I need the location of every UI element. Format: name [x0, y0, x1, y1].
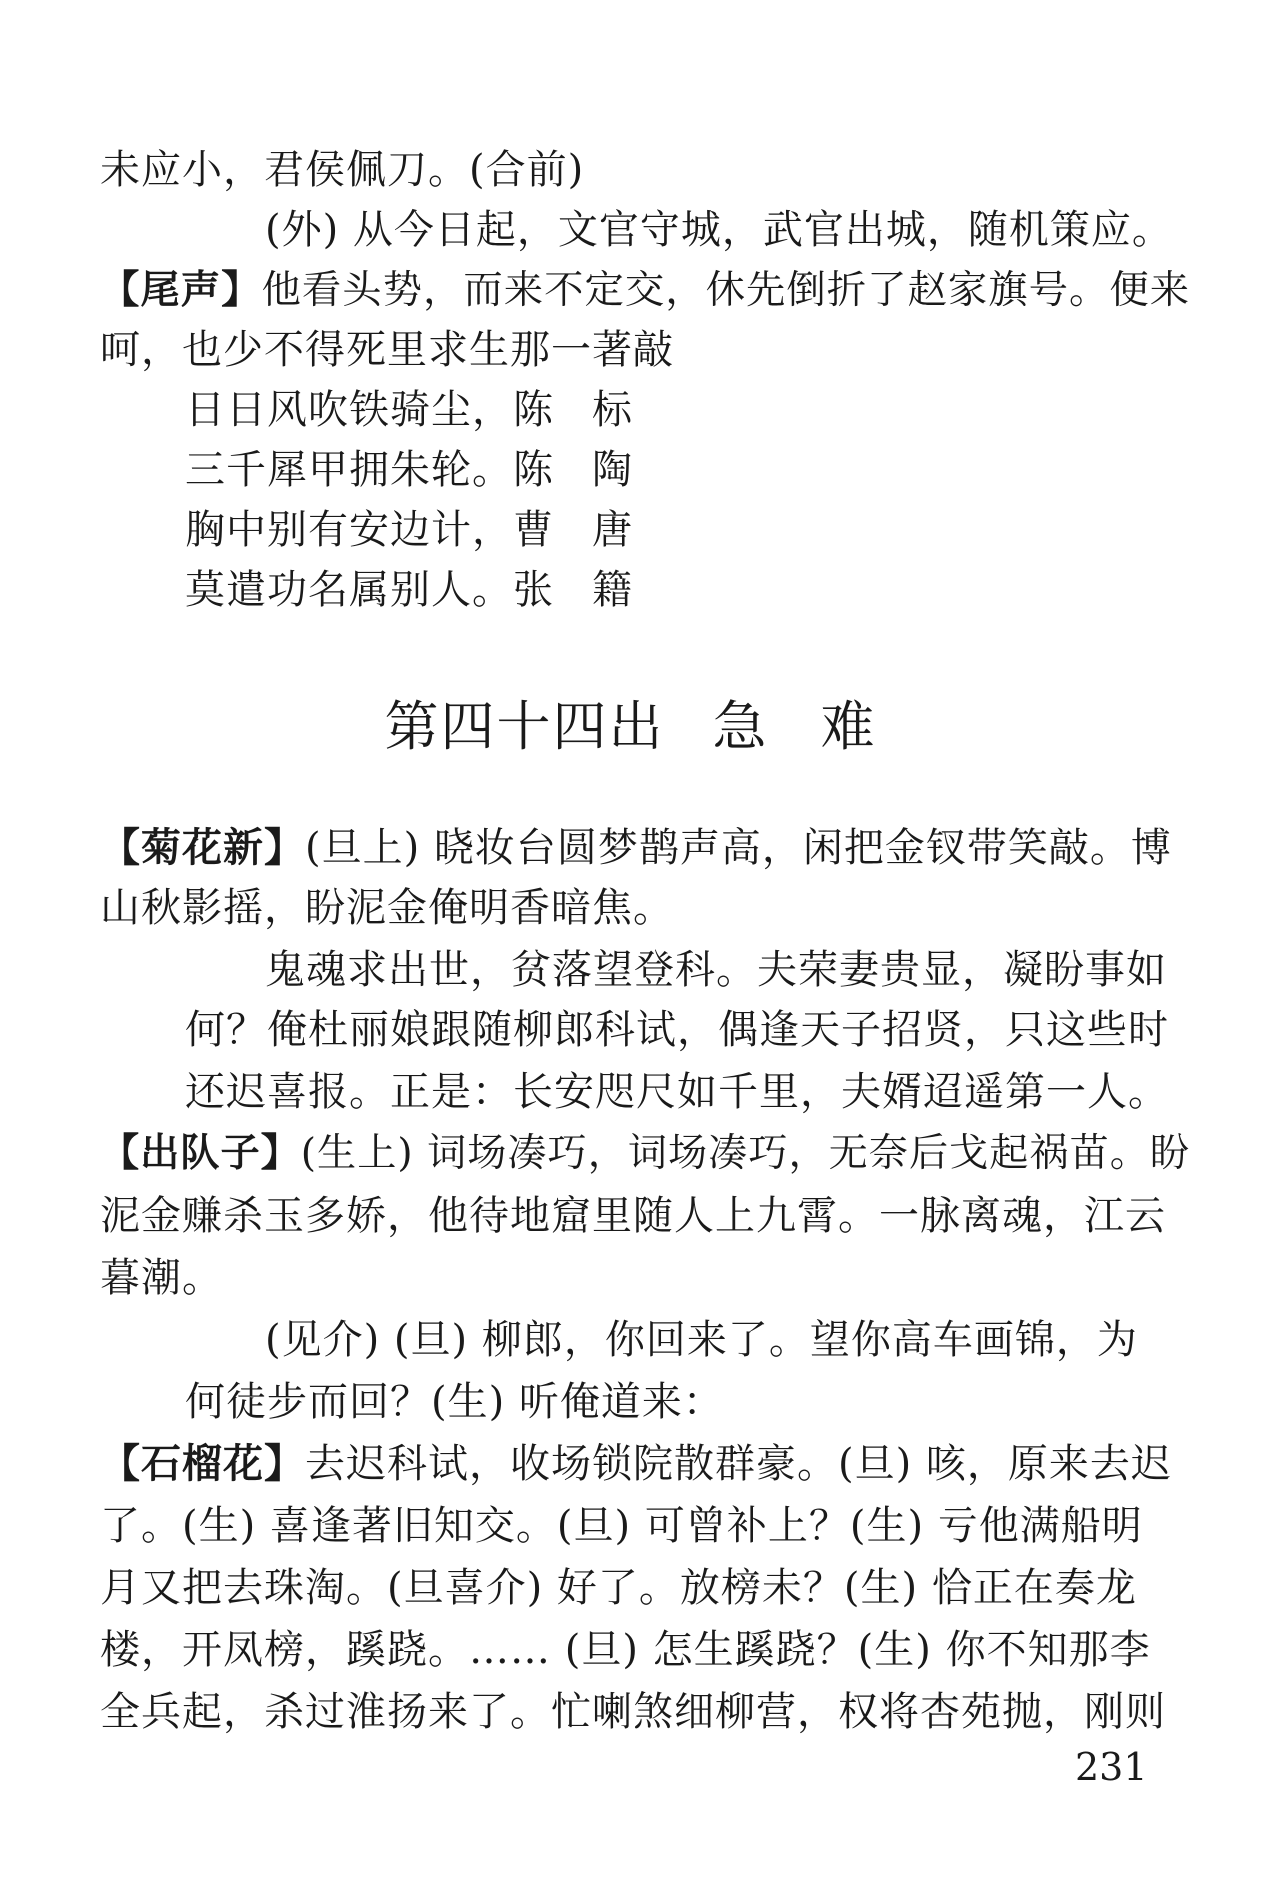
chapter-title-char: 难 — [820, 695, 877, 758]
text-line: 【尾声】他看头势，而来不定交，休先倒折了赵家旗号。便来 — [100, 267, 1191, 313]
text-line: 泥金赚杀玉多娇，他待地窟里随人上九霄。一脉离魂，江云 — [100, 1193, 1166, 1239]
text-line: 还迟喜报。正是：长安咫尺如千里，夫婿迢遥第一人。 — [185, 1069, 1169, 1115]
poem-line: 胸中别有安边计，曹 唐 — [185, 500, 633, 560]
text-line: 鬼魂求出世，贫落望登科。夫荣妻贵显，凝盼事如 — [265, 947, 1167, 993]
tune-name: 【石榴花】 — [100, 1441, 305, 1487]
poem-line: 日日风吹铁骑尘，陈 标 — [185, 380, 633, 440]
text-line: 全兵起，杀过淮扬来了。忙喇煞细柳营，权将杏苑抛，刚则 — [100, 1689, 1166, 1735]
text-line: (见介) (旦) 柳郎，你回来了。望你高车画锦，为 — [265, 1317, 1138, 1363]
tune-name: 【菊花新】 — [100, 825, 305, 871]
tune-name: 【出队子】 — [100, 1131, 301, 1176]
text-line: 何？俺杜丽娘跟随柳郎科试，偶逢天子招贤，只这些时 — [185, 1007, 1169, 1053]
text-line: 何徒步而回？(生) 听俺道来： — [185, 1379, 724, 1425]
text-line: 暮潮。 — [100, 1255, 223, 1301]
poem-line: 三千犀甲拥朱轮。陈 陶 — [185, 440, 633, 500]
chapter-title-char: 急 — [712, 695, 769, 758]
text-line: 未应小，君侯佩刀。(合前) — [100, 147, 585, 193]
page-number: 231 — [1075, 1745, 1148, 1789]
text-line: 呵，也少不得死里求生那一著敲 — [100, 327, 674, 373]
text-line: 【菊花新】(旦上) 晓妆台圆梦鹊声高，闲把金钗带笑敲。博 — [100, 825, 1172, 871]
chapter-number: 第四十四出 — [384, 695, 665, 758]
poem-author: 曹 唐 — [513, 507, 633, 553]
text-line: 月又把去珠淘。(旦喜介) 好了。放榜未？(生) 恰正在奏龙 — [100, 1565, 1137, 1611]
text-line: 楼，开凤榜，蹊跷。…… (旦) 怎生蹊跷？(生) 你不知那李 — [100, 1627, 1151, 1673]
poem-author: 陈 陶 — [513, 447, 633, 493]
text-line: 了。(生) 喜逢著旧知交。(旦) 可曾补上？(生) 亏他满船明 — [100, 1503, 1143, 1549]
poem-author: 张 籍 — [513, 567, 633, 613]
poem-author: 陈 标 — [513, 387, 633, 433]
text-line: (外) 从今日起，文官守城，武官出城，随机策应。 — [265, 207, 1173, 253]
text-line: 山秋影摇，盼泥金俺明香暗焦。 — [100, 885, 674, 931]
poem-line: 莫遣功名属别人。张 籍 — [185, 560, 633, 620]
text-line: 【出队子】(生上) 词场凑巧，词场凑巧，无奈后戈起祸苗。盼 — [100, 1131, 1191, 1176]
chapter-title — [0, 692, 1261, 762]
text-line: 【石榴花】去迟科试，收场锁院散群豪。(旦) 咳，原来去迟 — [100, 1441, 1172, 1487]
tune-name: 【尾声】 — [100, 267, 262, 313]
